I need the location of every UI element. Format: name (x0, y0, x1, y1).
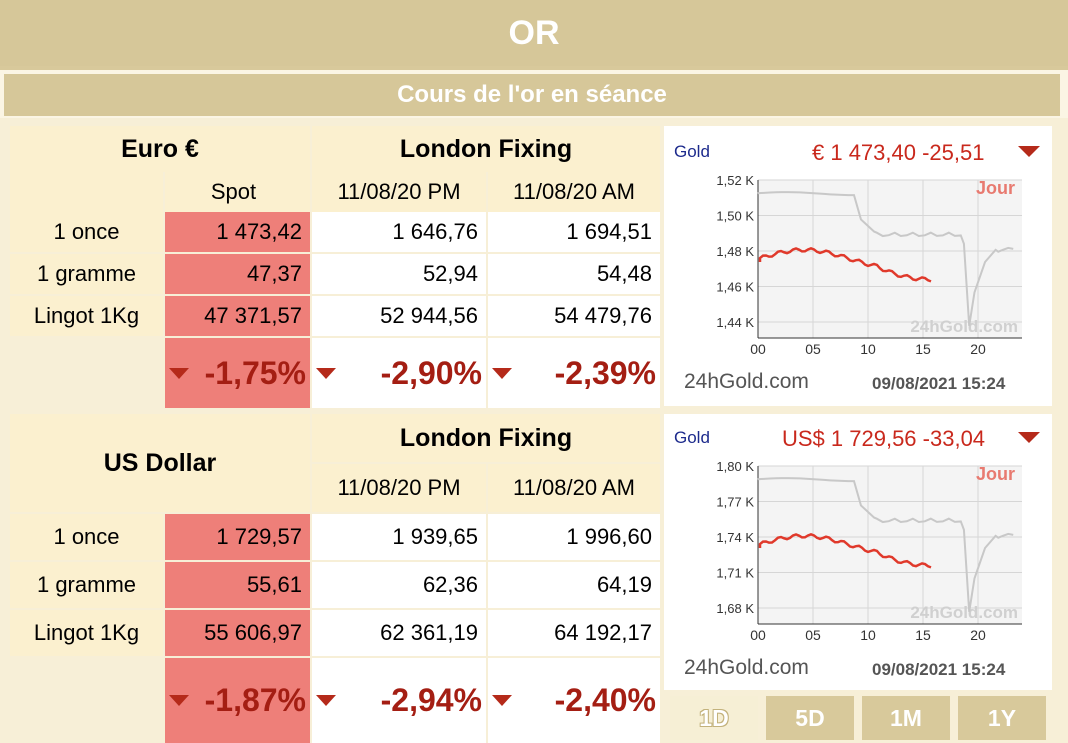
euro-pm-value: 52,94 (312, 254, 486, 294)
usd-change-corner (10, 658, 163, 743)
chart-watermark: 24hGold.com (910, 603, 1018, 622)
usd-pm-change-text: -2,94% (380, 682, 482, 718)
plot-area (758, 180, 1022, 338)
euro-pm-value: 1 646,76 (312, 212, 486, 252)
usd-spot-change-text: -1,87% (204, 682, 306, 718)
euro-spot-header: Spot (165, 172, 310, 212)
usd-pm-value: 62,36 (312, 562, 486, 608)
euro-row-label: Lingot 1Kg (10, 296, 163, 336)
euro-spot-value: 47 371,57 (165, 296, 310, 336)
euro-corner (10, 172, 163, 212)
down-arrow-icon (1018, 146, 1040, 157)
x-tick-label: 05 (805, 627, 821, 643)
usd-am-value: 64 192,17 (488, 610, 660, 656)
usd-chart-plot (664, 414, 1052, 690)
y-tick-label: 1,74 K (716, 530, 754, 545)
euro-spot-value: 47,37 (165, 254, 310, 294)
y-tick-label: 1,50 K (716, 208, 754, 224)
down-arrow-icon (492, 695, 512, 706)
euro-pm-change-text: -2,90% (380, 354, 482, 391)
euro-row-label: 1 gramme (10, 254, 163, 294)
euro-pm-change (312, 338, 486, 408)
usd-row-label: Lingot 1Kg (10, 610, 163, 656)
usd-am-value: 64,19 (488, 562, 660, 608)
y-tick-label: 1,48 K (716, 244, 754, 259)
usd-spot-value: 55,61 (165, 562, 310, 608)
section-title: Cours de l'or en séance (4, 74, 1060, 116)
x-tick-label: 15 (915, 341, 931, 357)
euro-chart[interactable] (664, 126, 1052, 406)
euro-chart-price: € 1 473,40 -25,51 (812, 140, 985, 165)
usd-am-header: 11/08/20 AM (488, 464, 660, 512)
y-tick-label: 1,46 K (716, 279, 754, 295)
usd-pm-header: 11/08/20 PM (312, 464, 486, 512)
euro-fixing-header: London Fixing (312, 126, 660, 172)
euro-am-value: 54,48 (488, 254, 660, 294)
euro-am-header: 11/08/20 AM (488, 172, 660, 212)
y-tick-label: 1,71 K (716, 565, 754, 581)
range-button-1d[interactable]: 1D (670, 696, 758, 740)
down-arrow-icon (316, 368, 336, 379)
gold-label: Gold (674, 428, 710, 447)
euro-change-corner (10, 338, 163, 408)
euro-spot-change (165, 338, 310, 408)
usd-pm-change (312, 658, 486, 743)
usd-am-value: 1 996,60 (488, 514, 660, 560)
down-arrow-icon (169, 695, 189, 706)
period-label: Jour (976, 464, 1016, 484)
chart-timestamp: 09/08/2021 15:24 (872, 660, 1006, 679)
range-button-1m[interactable]: 1M (862, 696, 950, 740)
down-arrow-icon (316, 695, 336, 706)
range-button-1y[interactable]: 1Y (958, 696, 1046, 740)
euro-pm-value: 52 944,56 (312, 296, 486, 336)
euro-am-change-text: -2,39% (554, 354, 656, 391)
euro-spot-change-text: -1,75% (204, 354, 306, 391)
euro-currency-header: Euro € (10, 126, 310, 172)
x-tick-label: 05 (805, 341, 821, 357)
usd-currency-header: US Dollar (10, 414, 310, 512)
x-tick-label: 20 (970, 627, 986, 643)
usd-chart-price: US$ 1 729,56 -33,04 (782, 426, 986, 451)
euro-row-label: 1 once (10, 212, 163, 252)
plot-area (758, 466, 1022, 624)
chart-timestamp: 09/08/2021 15:24 (872, 374, 1006, 393)
y-tick-label: 1,44 K (716, 315, 754, 330)
euro-pm-header: 11/08/20 PM (312, 172, 486, 212)
down-arrow-icon (1018, 432, 1040, 443)
usd-pm-value: 62 361,19 (312, 610, 486, 656)
usd-am-change-text: -2,40% (554, 682, 656, 718)
usd-spot-value: 55 606,97 (165, 610, 310, 656)
down-arrow-icon (492, 368, 512, 379)
euro-am-value: 54 479,76 (488, 296, 660, 336)
chart-brand: 24hGold.com (684, 370, 809, 393)
period-label: Jour (976, 178, 1016, 198)
down-arrow-icon (169, 368, 189, 379)
euro-spot-value: 1 473,42 (165, 212, 310, 252)
range-button-5d[interactable]: 5D (766, 696, 854, 740)
gold-label: Gold (674, 142, 710, 161)
x-tick-label: 20 (970, 341, 986, 357)
usd-fixing-header: London Fixing (312, 414, 660, 462)
page-title: OR (0, 0, 1068, 66)
euro-am-change (488, 338, 660, 408)
euro-chart-plot (664, 126, 1052, 406)
euro-am-value: 1 694,51 (488, 212, 660, 252)
usd-row-label: 1 gramme (10, 562, 163, 608)
y-tick-label: 1,52 K (716, 173, 754, 188)
x-tick-label: 15 (915, 627, 931, 643)
usd-am-change (488, 658, 660, 743)
y-tick-label: 1,68 K (716, 601, 754, 616)
y-tick-label: 1,77 K (716, 494, 754, 510)
x-tick-label: 00 (750, 341, 766, 357)
usd-chart[interactable] (664, 414, 1052, 690)
x-tick-label: 10 (860, 627, 876, 643)
x-tick-label: 00 (750, 627, 766, 643)
usd-row-label: 1 once (10, 514, 163, 560)
x-tick-label: 10 (860, 341, 876, 357)
usd-spot-change (165, 658, 310, 743)
y-tick-label: 1,80 K (716, 459, 754, 474)
usd-spot-value: 1 729,57 (165, 514, 310, 560)
usd-pm-value: 1 939,65 (312, 514, 486, 560)
chart-watermark: 24hGold.com (910, 317, 1018, 336)
chart-brand: 24hGold.com (684, 656, 809, 679)
